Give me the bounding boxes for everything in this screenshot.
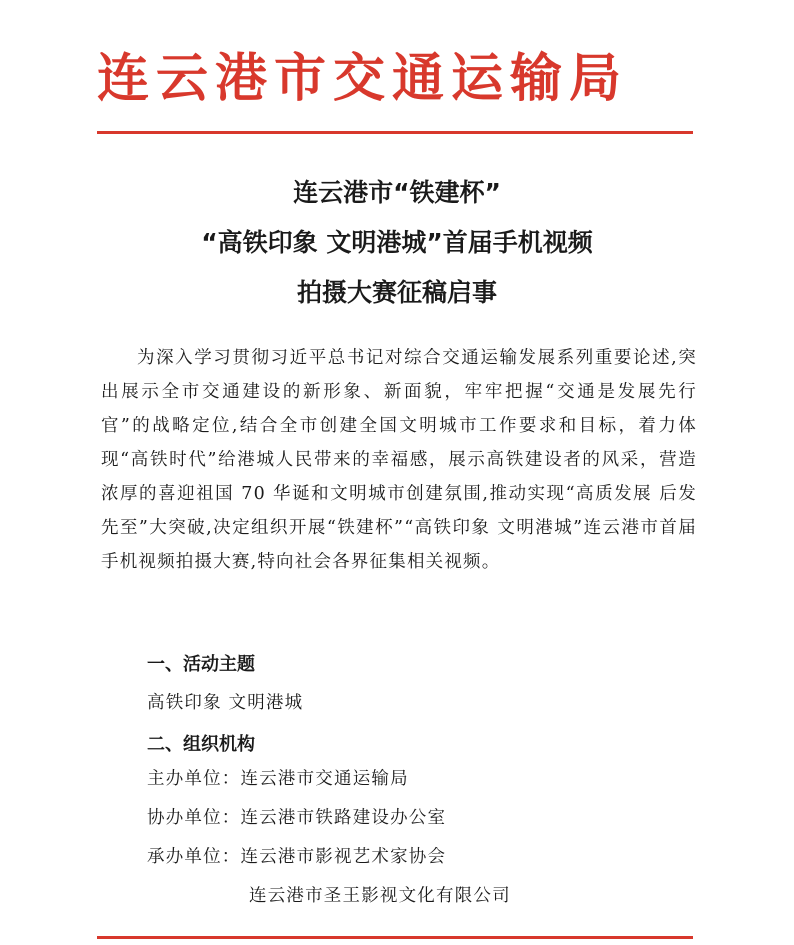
footer-red-rule	[97, 936, 693, 939]
title-line-1: 连云港市“铁建杯”	[293, 178, 501, 207]
document-title	[97, 168, 697, 318]
letterhead-organization: 连云港市交通运输局	[97, 48, 629, 109]
title-line-3: 拍摄大赛征稿启事	[296, 278, 497, 307]
organizer-unit-extra: 连云港市圣王影视文化有限公司	[249, 886, 511, 906]
section-2-heading: 二、组织机构	[147, 734, 255, 755]
section-1-content: 高铁印象 文明港城	[147, 693, 304, 713]
intro-paragraph-container	[101, 341, 697, 579]
letterhead-red-rule	[97, 131, 693, 134]
organizer-unit: 承办单位：连云港市影视艺术家协会	[147, 847, 447, 867]
section-1-heading: 一、活动主题	[147, 654, 255, 675]
intro-paragraph: 为深入学习贯彻习近平总书记对综合交通运输发展系列重要论述,突出展示全市交通建设的新形象、新面貌，牢牢把握“交通是发展先行官”的战略定位,结合全市创建全国文明城市工作要求和目标，着力体现“高铁时代”给港城人民带来的幸福感，展示高铁建设者的风采，营造浓厚的喜迎祖国 70 华诞和文明城市创建氛围,推动实现“高质发展 后发先至”大突破,决定组织开展“铁建杯”“高铁印象 文明港城”连云港市首届手机视频拍摄大赛,特向社会各界征集相关视频。	[101, 348, 697, 572]
host-unit: 主办单位：连云港市交通运输局	[147, 769, 409, 789]
title-line-2: “高铁印象 文明港城”首届手机视频	[201, 228, 593, 257]
co-organizer-unit: 协办单位：连云港市铁路建设办公室	[147, 808, 447, 828]
